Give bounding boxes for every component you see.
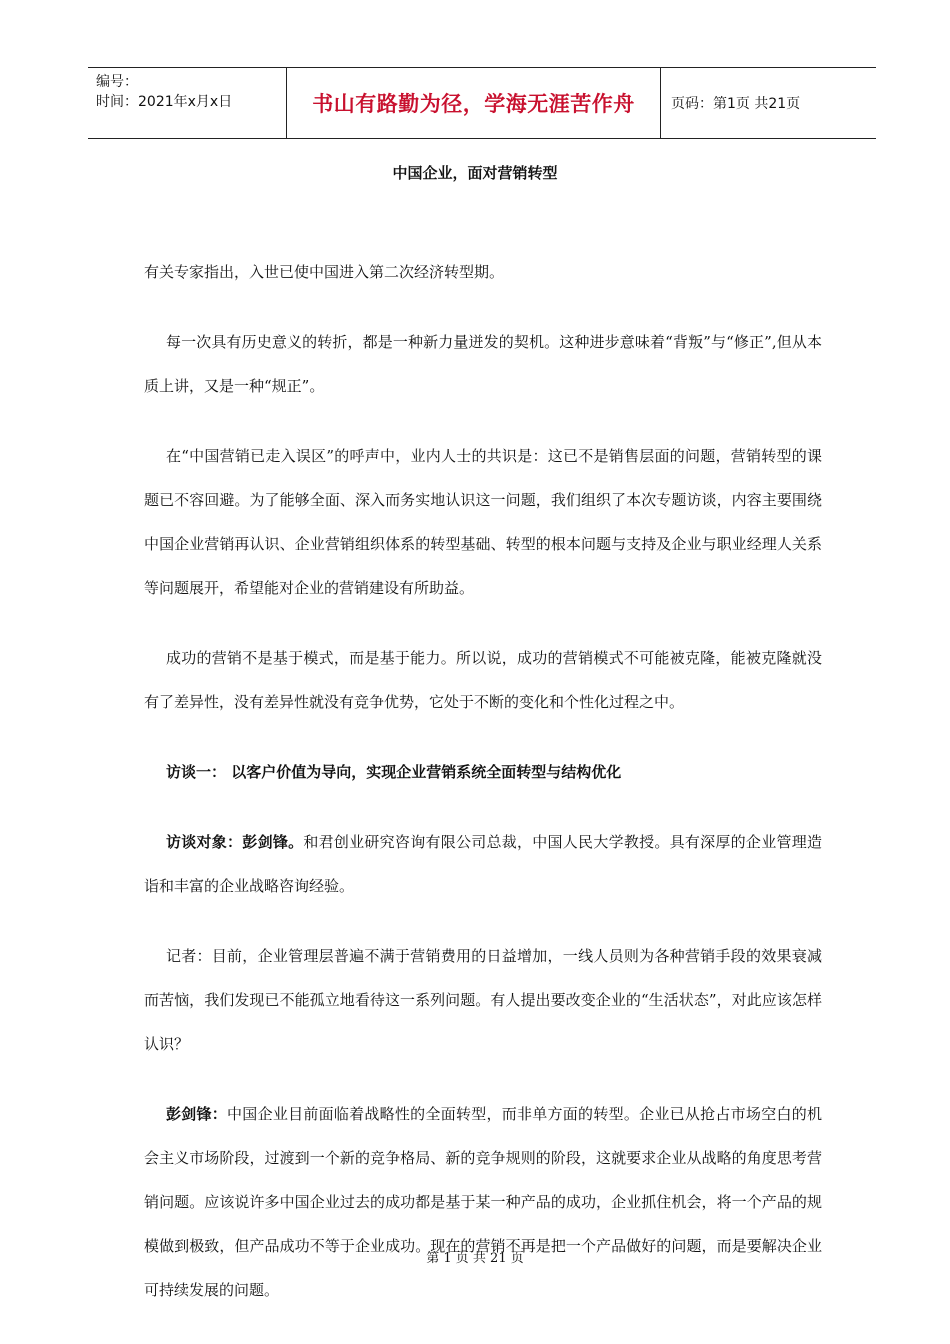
page-header xyxy=(88,67,876,139)
paragraph-1: 有关专家指出，入世已使中国进入第二次经济转型期。 xyxy=(144,263,505,281)
header-meta xyxy=(88,68,287,138)
header-motto: 书山有路勤为径，学海无涯苦作舟 xyxy=(287,68,661,138)
paragraph-2: 每一次具有历史意义的转折，都是一种新力量迸发的契机。这种进步意味着“背叛”与“修正”,但从本质上讲，又是一种“规正”。 xyxy=(144,333,822,395)
interviewee-paragraph xyxy=(144,820,822,908)
interviewee-label: 访谈对象：彭剑锋。 xyxy=(166,833,304,851)
answer-text: 中国企业目前面临着战略性的全面转型，而非单方面的转型。企业已从抢占市场空白的机会主义市场阶段，过渡到一个新的竞争格局、新的竞争规则的阶段，这就要求企业从战略的角度思考营销问题。应该说许多中国企业过去的成功都是基于某一种产品的成功，企业抓住机会，将一个产品的规模做到极致，但产品成功不等于企业成功。现在的营销不再是把一个产品做好的问题，而是要解决企业可持续发展的问题。 xyxy=(144,1105,822,1299)
document-body xyxy=(144,250,822,1312)
reporter-question: 记者：目前，企业管理层普遍不满于营销费用的日益增加，一线人员则为各种营销手段的效果衰减而苦恼，我们发现已不能孤立地看待这一系列问题。有人提出要改变企业的“生活状态”，对此应该怎样认识？ xyxy=(144,947,822,1053)
header-page-label: 页码：第1页 共21页 xyxy=(671,96,801,112)
number-label: 编号： xyxy=(96,74,138,90)
answer-label: 彭剑锋： xyxy=(166,1105,228,1123)
interview-heading: 访谈一： 以客户价值为导向，实现企业营销系统全面转型与结构优化 xyxy=(166,763,622,781)
page-footer: 第 1 页 共 21 页 xyxy=(426,1251,524,1266)
answer-paragraph xyxy=(144,1092,822,1312)
paragraph-3: 在“中国营销已走入误区”的呼声中，业内人士的共识是：这已不是销售层面的问题，营销转型的课题已不容回避。为了能够全面、深入而务实地认识这一问题，我们组织了本次专题访谈，内容主要围绕中国企业营销再认识、企业营销组织体系的转型基础、转型的根本问题与支持及企业与职业经理人关系等问题展开，希望能对企业的营销建设有所助益。 xyxy=(144,447,822,597)
interviewee-text: 和君创业研究咨询有限公司总裁，中国人民大学教授。具有深厚的企业管理造诣和丰富的企业战略咨询经验。 xyxy=(144,833,822,895)
paragraph-4: 成功的营销不是基于模式，而是基于能力。所以说，成功的营销模式不可能被克隆，能被克隆就没有了差异性，没有差异性就没有竞争优势，它处于不断的变化和个性化过程之中。 xyxy=(144,649,822,711)
time-label: 时间：2021年x月x日 xyxy=(96,94,233,110)
document-title: 中国企业，面对营销转型 xyxy=(392,164,558,182)
